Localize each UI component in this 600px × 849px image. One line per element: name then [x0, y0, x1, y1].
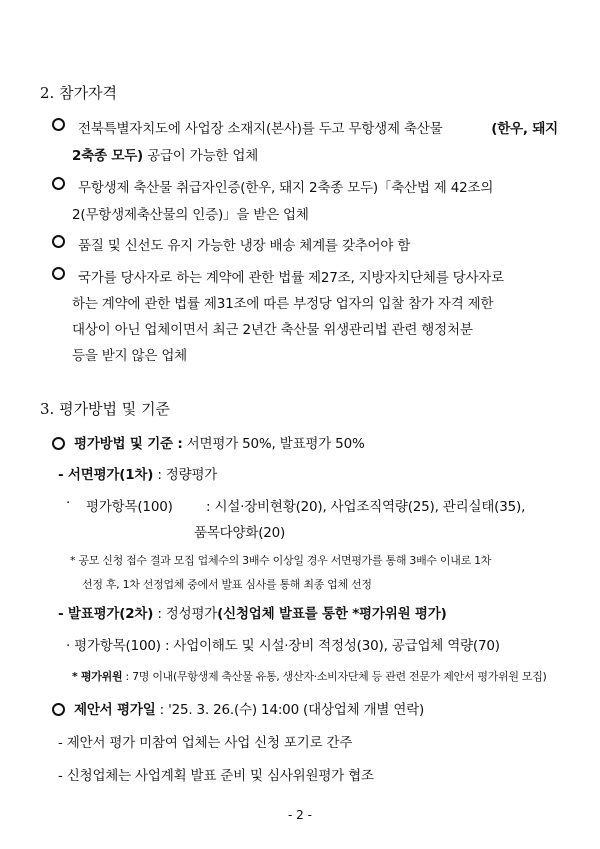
written-eval-items: · 평가항목(100) : 시설·장비현황(20), 사업조직역량(25), 관리실태(35), 품목다양화(20) [66, 495, 558, 541]
presentation-eval-bold: (신청업체 발표를 통한 *평가위원 평가) [217, 606, 447, 622]
section-3-title: 3. 평가방법 및 기준 [40, 400, 171, 418]
circle-bullet-icon [52, 267, 65, 280]
written-eval-label: - 서면평가(1차) [58, 467, 154, 483]
eval-method-label: 평가방법 및 기준 : [74, 436, 183, 452]
presentation-eval-label: - 발표평가(2차) [58, 606, 154, 622]
section-2-title: 2. 참가자격 [40, 84, 118, 102]
note-1 [70, 552, 600, 592]
circle-bullet-icon [52, 177, 65, 190]
presentation-eval-value: : 정성평가 [153, 606, 218, 622]
eligibility-item-3 [52, 234, 558, 254]
written-eval-value: : 정량평가 [153, 467, 218, 483]
note-1-line-1: * 공모 신청 접수 결과 모집 업체수의 3배수 이상일 경우 서면평가를 통해 3배수 이내로 1차 [70, 554, 492, 567]
item-4-line-4: 등을 받지 않은 업체 [72, 348, 188, 364]
eligibility-item-4 [52, 266, 558, 364]
circle-bullet-icon [52, 703, 65, 716]
written-items-value: : 시설·장비현황(20), 사업조직역량(25), 관리실태(35), [206, 499, 526, 515]
item-1-text-2: 공급이 가능한 업체 [143, 148, 259, 164]
written-items-label: 평가항목(100) [86, 499, 173, 515]
note-2-label: * 평가위원 [72, 670, 123, 683]
circle-bullet-icon [52, 235, 65, 248]
proposal-date-label: 제안서 평가일 [74, 702, 156, 718]
dash-item-2: - 신청업체는 사업계획 발표 준비 및 심사위원평가 협조 [58, 768, 374, 784]
eligibility-item-1 [52, 117, 558, 164]
item-3-line-1: 품질 및 신선도 유지 가능한 냉장 배송 체계를 갖추어야 함 [78, 238, 411, 254]
item-1-bold: (한우, 돼지 [491, 121, 558, 137]
note-2-text: : 7명 이내(무항생제 축산물 유통, 생산자·소비자단체 등 관련 전문가 제안서 평가위원 모집) [122, 670, 547, 683]
dash-item-1: - 제안서 평가 미참여 업체는 사업 신청 포기로 간주 [58, 735, 353, 751]
note-2 [72, 668, 600, 684]
circle-bullet-icon [52, 118, 65, 131]
presentation-eval-items: · 평가항목(100) : 사업이해도 및 시설·장비 적정성(30), 공급업체 역량(70) [66, 638, 500, 654]
eval-method-value: 서면평가 50%, 발표평가 50% [182, 436, 365, 452]
item-2-line-1: 무항생제 축산물 취급자인증(한우, 돼지 2축종 모두)「축산법 제 42조의 [78, 180, 494, 196]
written-items-value-2: 품목다양화(20) [194, 525, 286, 541]
proposal-date-value: : '25. 3. 26.(수) 14:00 (대상업체 개별 연락) [155, 702, 425, 718]
item-1-bold-2: 2축종 모두) [72, 148, 144, 164]
presentation-eval [58, 602, 600, 622]
item-1-text: 전북특별자치도에 사업장 소재지(본사)를 두고 무항생제 축산물 [78, 121, 443, 137]
page-number: - 2 - [288, 808, 312, 822]
note-1-line-2: 선정 후, 1차 선정업체 중에서 발표 심사를 통해 최종 업체 선정 [82, 578, 372, 591]
item-4-line-3: 대상이 아닌 업체이면서 최근 2년간 축산물 위생관리법 관련 행정처분 [72, 322, 473, 338]
eval-method [52, 432, 600, 452]
item-4-line-2: 하는 계약에 관한 법률 제31조에 따른 부정당 업자의 입찰 참가 자격 제한 [72, 296, 494, 312]
eligibility-item-2 [52, 176, 558, 223]
item-4-line-1: 국가를 당사자로 하는 계약에 관한 법률 제27조, 지방자치단체를 당사자로 [78, 270, 504, 286]
proposal-date [52, 698, 600, 718]
item-2-line-2: 2(무항생제축산물의 인증)」을 받은 업체 [72, 207, 309, 223]
circle-bullet-icon [52, 437, 65, 450]
written-eval [58, 463, 600, 483]
